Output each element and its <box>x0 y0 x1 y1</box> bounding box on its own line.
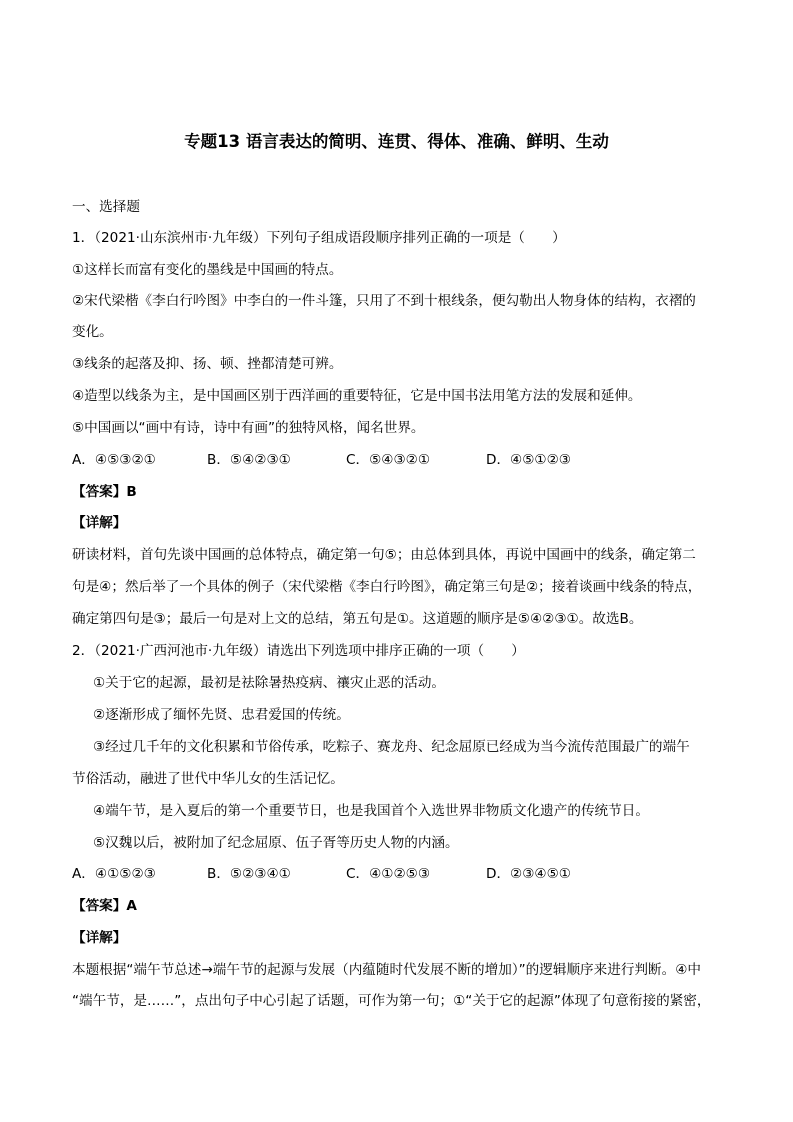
question-1-option-b: B．⑤④②③① <box>207 452 291 468</box>
question-1-sentence-3: ③线条的起落及抑、扬、顿、挫都清楚可辨。 <box>72 356 343 372</box>
question-2-sentence-4: ④端午节，是入夏后的第一个重要节日，也是我国首个入选世界非物质文化遗产的传统节日。 <box>93 803 649 819</box>
question-1-sentence-4: ④造型以线条为主，是中国画区别于西洋画的重要特征，它是中国书法用笔方法的发展和延伸。 <box>72 388 642 404</box>
question-2-answer: 【答案】A <box>72 898 137 914</box>
question-1-detail-label: 【详解】 <box>72 515 127 531</box>
question-1-sentence-1: ①这样长而富有变化的墨线是中国画的特点。 <box>72 262 343 278</box>
question-1-option-c: C．⑤④③②① <box>346 452 431 468</box>
question-1-option-d: D．④⑤①②③ <box>486 452 571 468</box>
question-2-sentence-3-cont: 节俗活动，融进了世代中华儿女的生活记忆。 <box>72 771 344 787</box>
question-2-detail-label: 【详解】 <box>72 930 127 946</box>
question-2-option-b: B．⑤②③④① <box>207 866 291 882</box>
question-1-stem: 1．（2021·山东滨州市·九年级）下列句子组成语段顺序排列正确的一项是（ ） <box>72 230 566 246</box>
question-1-detail-line-1: 研读材料，首句先谈中国画的总体特点，确定第一句⑤；由总体到具体，再说中国画中的线条，确定第二 <box>72 547 696 563</box>
question-1-detail-line-3: 确定第四句是③；最后一句是对上文的总结，第五句是①。这道题的顺序是⑤④②③①。故选B。 <box>72 611 643 627</box>
question-2-sentence-2: ②逐渐形成了缅怀先贤、忠君爱国的传统。 <box>93 707 350 723</box>
page-title: 专题13 语言表达的简明、连贯、得体、准确、鲜明、生动 <box>184 132 609 151</box>
question-1-detail-line-2: 句是④；然后举了一个具体的例子（宋代梁楷《李白行吟图》，确定第三句是②；接着谈画中线条的特点， <box>72 579 702 595</box>
question-2-sentence-5: ⑤汉魏以后，被附加了纪念屈原、伍子胥等历史人物的内涵。 <box>93 835 459 851</box>
question-2-sentence-1: ①关于它的起源，最初是祛除暑热疫病、禳灾止恶的活动。 <box>93 675 446 691</box>
question-2-stem: 2．（2021·广西河池市·九年级）请选出下列选项中排序正确的一项（ ） <box>72 643 525 659</box>
question-2-sentence-3: ③经过几千年的文化积累和节俗传承，吃粽子、赛龙舟、纪念屈原已经成为当今流传范围最广的端午 <box>93 739 690 755</box>
question-2-option-d: D．②③④⑤① <box>486 866 571 882</box>
section-heading: 一、选择题 <box>72 199 140 215</box>
question-1-sentence-5: ⑤中国画以“画中有诗，诗中有画”的独特风格，闻名世界。 <box>72 420 425 436</box>
question-1-option-a: A．④⑤③②① <box>72 452 156 468</box>
question-2-option-c: C．④①②⑤③ <box>346 866 431 882</box>
question-1-sentence-2-cont: 变化。 <box>72 324 113 340</box>
question-1-answer: 【答案】B <box>72 484 137 500</box>
question-1-sentence-2: ②宋代梁楷《李白行吟图》中李白的一件斗篷，只用了不到十根线条，便勾勒出人物身体的结构，衣褶的 <box>72 293 696 309</box>
question-2-option-a: A．④①⑤②③ <box>72 866 156 882</box>
question-2-detail-line-2: “端午节，是……”，点出句子中心引起了话题，可作为第一句；①“关于它的起源”体现了句意衔接的紧密， <box>72 993 711 1009</box>
question-2-detail-line-1: 本题根据“端午节总述→端午节的起源与发展（内蕴随时代发展不断的增加）”的逻辑顺序来进行判断。④中 <box>72 962 701 978</box>
